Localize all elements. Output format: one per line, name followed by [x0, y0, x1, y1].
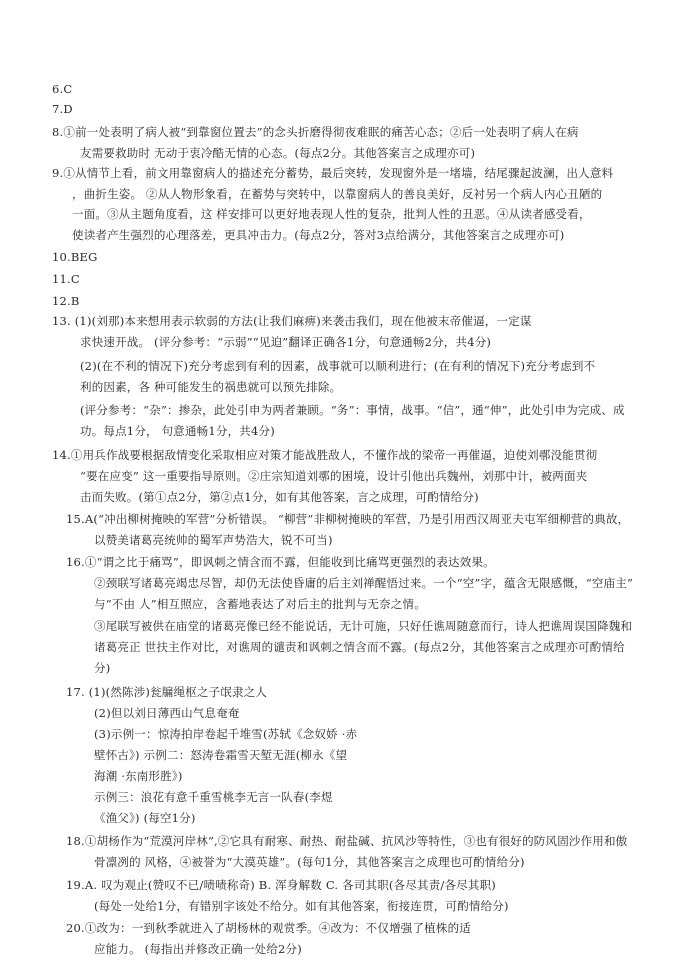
- answer-15-line-2: 以赞美诸葛亮统帅的蜀军声势浩大，锐不可当): [94, 533, 333, 547]
- answer-18-line-2: 骨凛冽的 风格，④被誉为“大漠英雄”。(每句1分，其他答案言之成理也可酌情给分): [94, 855, 525, 869]
- answer-11: 11.C: [52, 272, 80, 286]
- answer-7: 7.D: [52, 102, 73, 116]
- answer-9-line-3: 一面。③从主题角度看，这 样安排可以更好地表现人性的复杂，批判人性的丑恶。④从读者感受看，: [72, 207, 591, 221]
- answer-8-line-2: 友需要救助时 无动于衷冷酷无情的心态。(每点2分。其他答案言之成理亦可): [80, 146, 476, 160]
- answer-6: 6.C: [52, 82, 73, 96]
- answer-13-line-3: (2)(在不利的情况下)充分考虑到有利的因素，战事就可以顺利进行；(在有利的情况下)充分考虑到不: [80, 359, 596, 373]
- answer-16-line-3: 与“不由 人”相互照应，含蓄地表达了对后主的批判与无奈之情。: [94, 597, 426, 611]
- answer-13-line-1: 13. (1)(刘那)本来想用表示软弱的方法(让我们麻痹)来袭击我们，现在他被末帝催逼，一定谋: [52, 314, 532, 328]
- answer-12: 12.B: [52, 294, 80, 308]
- answer-19-line-1: 19.A. 叹为观止(赞叹不已/啧啧称奇) B. 浑身解数 C. 各司其职(各尽其责/各尽其职): [66, 878, 496, 892]
- answer-9-line-1: 9.①从情节上看，前文用靠窗病人的描述充分蓄势，最后突转，发现窗外是一堵墙，结尾骤起波澜，出人意料: [52, 166, 614, 180]
- answer-18-line-1: 18.①胡杨作为“荒漠河岸林”,②它具有耐寒、耐热、耐盐碱、抗风沙等特性，③也有很好的防风固沙作用和傲: [66, 834, 628, 848]
- answer-20-line-1: 20.①改为：一到秋季就进入了胡杨林的观赏季。④改为：不仅增强了植株的适: [66, 921, 471, 935]
- answer-14-line-2: “要在应变” 这一重要指导原则。②庄宗知道刘鄩的困境，设计引他出兵魏州，刘那中计，被两面夹: [80, 469, 588, 483]
- answer-8-line-1: 8.①前一处表明了病人被“到靠窗位置去”的念头折磨得彻夜难眠的痛苦心态；②后一处表明了病人在病: [52, 125, 579, 139]
- answer-16-line-4: ③尾联写被供在庙堂的诸葛亮像已经不能说话，无计可施，只好任谯周随意而行，诗人把谯周误国降魏和: [94, 619, 633, 633]
- answer-16-line-1: 16.①“谓之比于痛骂”，即讽刺之情含而不露，但能收到比痛骂更强烈的表达效果。: [66, 555, 495, 569]
- answer-15-line-1: 15.A(“冲出柳树掩映的军营”分析错误。 “柳营”非柳树掩映的军营，乃是引用西汉周亚夫屯军细柳营的典故，: [66, 512, 630, 526]
- answer-9-line-4: 使读者产生强烈的心理落差，更具冲击力。(每点2分，答对3点给满分，其他答案言之成理亦可): [72, 228, 565, 242]
- answer-10: 10.BEG: [52, 250, 98, 264]
- answer-16-line-5: 诸葛亮正 世扶主作对比，对谯周的谴责和讽刺之情含而不露。(每点2分，其他答案言之成理亦可酌情给: [94, 640, 625, 654]
- answer-16-line-2: ②颈联写诸葛亮竭忠尽智，却仍无法使昏庸的后主刘禅醒悟过来。一个“空”字，蕴含无限感慨，“空庙主”: [94, 576, 634, 590]
- answer-17-line-3: (3)示例一：惊涛拍岸卷起千堆雪(苏轼《念奴娇 ·赤: [94, 727, 358, 741]
- answer-17-line-5: 海潮 ·东南形胜》): [94, 769, 183, 783]
- answer-14-line-1: 14.①用兵作战要根据敌情变化采取相应对策才能战胜敌人，不懂作战的梁帝一再催逼，迫使刘鄩没能贯彻: [52, 448, 598, 462]
- answer-13-line-4: 利的因素，各 种可能发生的祸患就可以预先排除。: [80, 380, 342, 394]
- answer-9-line-2: ，曲折生姿。 ②从人物形象看，在蓄势与突转中，以靠窗病人的善良美好，反衬另一个病人内心丑陋的: [72, 187, 603, 201]
- answer-16-line-6: 分): [94, 661, 111, 675]
- answer-13-line-6: 功。每点1分， 句意通畅1分，共4分): [80, 424, 275, 438]
- answer-13-line-5: (评分参考：“杂”：掺杂，此处引申为两者兼顾。“务”：事情，战事。“信”，通“伸”，此处引申为完成、成: [80, 403, 625, 417]
- answer-17-line-7: 《渔父》) (每空1分): [94, 811, 196, 825]
- answer-17-line-2: (2)但以刘日薄西山气息奄奄: [94, 706, 240, 720]
- answer-14-line-3: 击而失败。(第①点2分，第②点1分，如有其他答案，言之成理，可酌情给分): [80, 490, 479, 504]
- answer-17-line-6: 示例三：浪花有意千重雪桃李无言一队春(李煜: [94, 790, 333, 804]
- answer-17-line-1: 17. (1)(然陈涉)瓮牖绳枢之子氓隶之人: [66, 685, 268, 699]
- answer-20-line-2: 应能力。 (每指出并修改正确一处给2分): [94, 942, 302, 956]
- answer-13-line-2: 求快速开战。 (评分参考：“示弱”“见迫”翻译正确各1分，句意通畅2分，共4分): [80, 335, 492, 349]
- answer-17-line-4: 壁怀古》) 示例二：怒涛卷霜雪天堑无涯(柳永《望: [94, 748, 348, 762]
- answer-19-line-2: (每处一处给1分，有错别字该处不给分。如有其他答案，衔接连贯，可酌情给分): [94, 899, 509, 913]
